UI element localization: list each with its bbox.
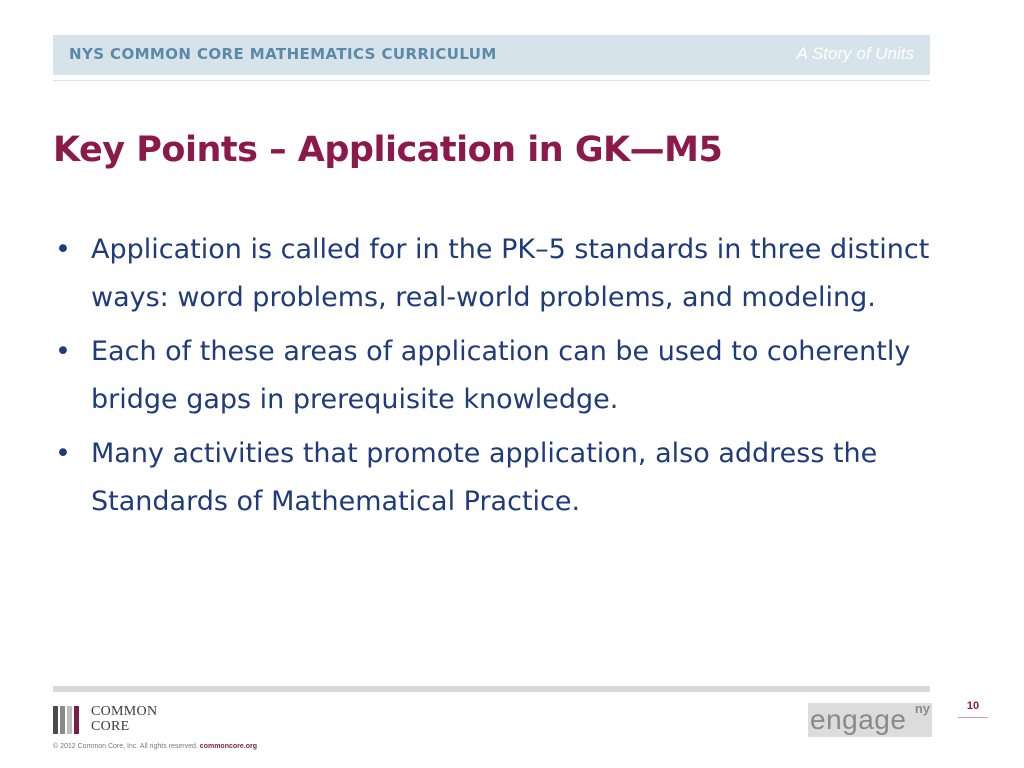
bullet-icon: • xyxy=(55,336,71,367)
bullet-text: Many activities that promote application, also address the Standards of Mathematical Practice. xyxy=(91,438,878,517)
page-number-underline xyxy=(958,717,988,718)
story-label: A Story of Units xyxy=(796,44,914,63)
header-divider xyxy=(53,80,930,81)
bullet-text: Application is called for in the PK–5 standards in three distinct ways: word problems, real-world problems, and modeling. xyxy=(91,234,930,313)
bullet-icon: • xyxy=(55,438,71,469)
common-core-logo xyxy=(53,704,193,736)
bullet-item xyxy=(53,430,973,526)
copyright-notice xyxy=(53,743,257,750)
bullet-text: Each of these areas of application can be used to coherently bridge gaps in prerequisite knowledge. xyxy=(91,336,911,415)
slide-title: Key Points – Application in GK—M5 xyxy=(53,130,723,170)
copyright-site-link[interactable]: commoncore.org xyxy=(199,743,257,750)
bullet-list xyxy=(53,226,973,532)
logo-line-1: COMMON xyxy=(91,704,158,719)
logo-line-2: CORE xyxy=(91,719,130,734)
common-core-mark-icon xyxy=(53,706,85,734)
engage-ny-superscript: ny xyxy=(914,703,930,716)
bullet-item xyxy=(53,226,973,322)
engageny-logo xyxy=(808,703,932,737)
page-number: 10 xyxy=(966,700,980,712)
curriculum-label: NYS COMMON CORE MATHEMATICS CURRICULUM xyxy=(69,45,497,63)
header-band xyxy=(53,35,930,75)
footer-divider xyxy=(53,686,930,692)
bullet-icon: • xyxy=(55,234,71,265)
engage-wordmark: engage xyxy=(810,704,907,735)
common-core-wordmark xyxy=(91,704,157,734)
copyright-text: © 2012 Common Core, Inc. All rights reserved. xyxy=(53,743,198,750)
bullet-item xyxy=(53,328,973,424)
